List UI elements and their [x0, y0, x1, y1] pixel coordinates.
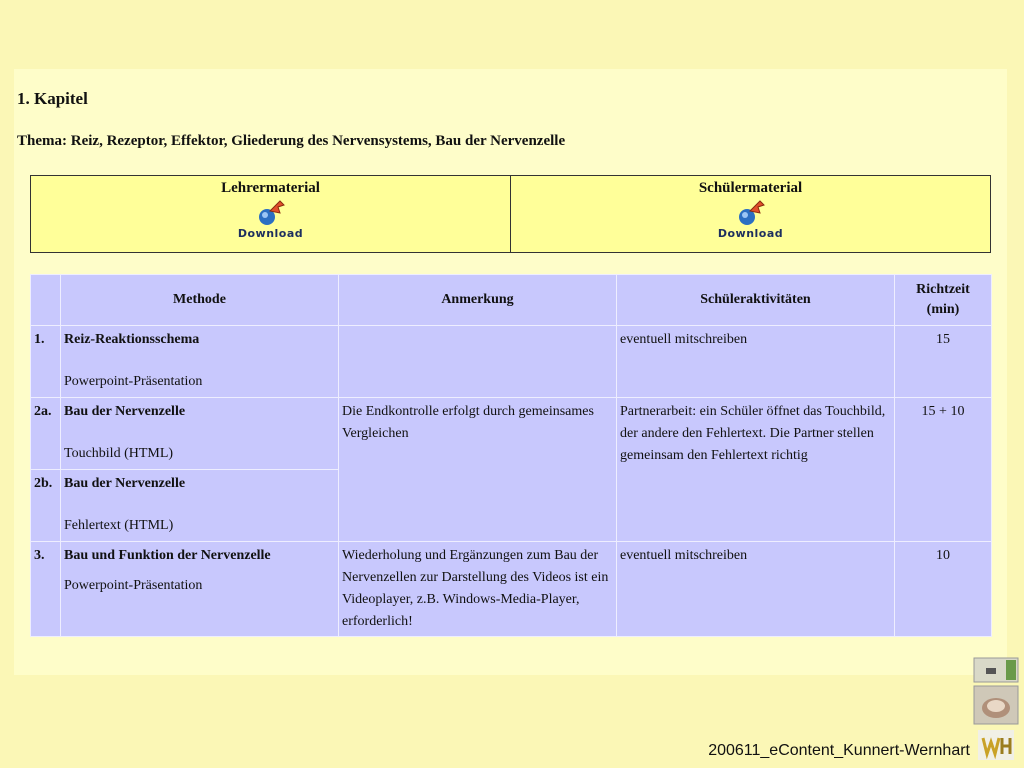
- row-number: 2b.: [31, 470, 61, 542]
- material-table: [30, 175, 991, 253]
- row-number: 2a.: [31, 398, 61, 470]
- method-cell: [61, 542, 339, 637]
- header-nr: [31, 275, 61, 326]
- activity-cell: Partnerarbeit: ein Schüler öffnet das Touchbild, der andere den Fehlertext. Die Partner stellen gemeinsam den Fehlertext richtig: [617, 398, 895, 542]
- content-panel: [14, 69, 1007, 675]
- table-row: [31, 326, 992, 398]
- download-icon: [736, 199, 766, 227]
- header-methode: Methode: [61, 275, 339, 326]
- method-format: Powerpoint-Präsentation: [64, 578, 203, 593]
- student-material-cell: [511, 176, 991, 253]
- method-cell: [61, 398, 339, 470]
- topic-label: Thema:: [17, 133, 67, 149]
- method-title: Reiz-Reaktionsschema: [64, 332, 200, 347]
- time-cell: 10: [895, 542, 992, 637]
- chapter-topic: [17, 133, 565, 150]
- table-row: [31, 398, 992, 470]
- header-anmerkung: Anmerkung: [339, 275, 617, 326]
- time-cell: 15 + 10: [895, 398, 992, 542]
- teacher-material-label: Lehrermaterial: [221, 180, 320, 196]
- method-title: Bau und Funktion der Nervenzelle: [64, 548, 271, 563]
- teacher-material-cell: [31, 176, 511, 253]
- method-title: Bau der Nervenzelle: [64, 404, 186, 419]
- student-download-link[interactable]: [718, 199, 783, 240]
- header-richtzeit-line1: Richtzeit: [916, 282, 970, 297]
- method-format: Touchbild (HTML): [64, 446, 174, 461]
- student-material-label: Schülermaterial: [698, 180, 803, 196]
- header-aktivitaeten: Schüleraktivitäten: [617, 275, 895, 326]
- row-number: 1.: [31, 326, 61, 398]
- download-icon: [256, 199, 286, 227]
- method-cell: [61, 326, 339, 398]
- navigation-icons: [972, 656, 1020, 762]
- row-number: 3.: [31, 542, 61, 637]
- lesson-plan-table: [30, 274, 992, 637]
- student-download-label: Download: [717, 227, 784, 240]
- nav-home-icon[interactable]: [974, 658, 1018, 682]
- method-format: Fehlertext (HTML): [64, 518, 174, 533]
- remark-cell: Wiederholung und Ergänzungen zum Bau der Nervenzellen zur Darstellung des Videos ist ein Videoplayer, z.B. Windows-Media-Player, erforderlich!: [339, 542, 617, 637]
- wh-logo-icon: [978, 730, 1014, 760]
- remark-cell: Die Endkontrolle erfolgt durch gemeinsames Vergleichen: [339, 398, 617, 542]
- activity-cell: eventuell mitschreiben: [617, 542, 895, 637]
- teacher-download-label: Download: [237, 227, 304, 240]
- footer-text: 200611_eContent_Kunnert-Wernhart: [708, 742, 970, 759]
- topic-text: Reiz, Rezeptor, Effektor, Gliederung des Nervensystems, Bau der Nervenzelle: [70, 133, 566, 149]
- header-richtzeit: [895, 275, 992, 326]
- teacher-download-link[interactable]: [238, 199, 303, 240]
- chapter-title: 1. Kapitel: [17, 89, 88, 108]
- header-richtzeit-line2: (min): [926, 302, 960, 317]
- method-title: Bau der Nervenzelle: [64, 476, 186, 491]
- time-cell: 15: [895, 326, 992, 398]
- table-header-row: [31, 275, 992, 326]
- remark-cell: [339, 326, 617, 398]
- activity-cell: eventuell mitschreiben: [617, 326, 895, 398]
- nav-person-icon[interactable]: [974, 686, 1018, 724]
- table-row: [31, 542, 992, 637]
- method-cell: [61, 470, 339, 542]
- method-format: Powerpoint-Präsentation: [64, 374, 203, 389]
